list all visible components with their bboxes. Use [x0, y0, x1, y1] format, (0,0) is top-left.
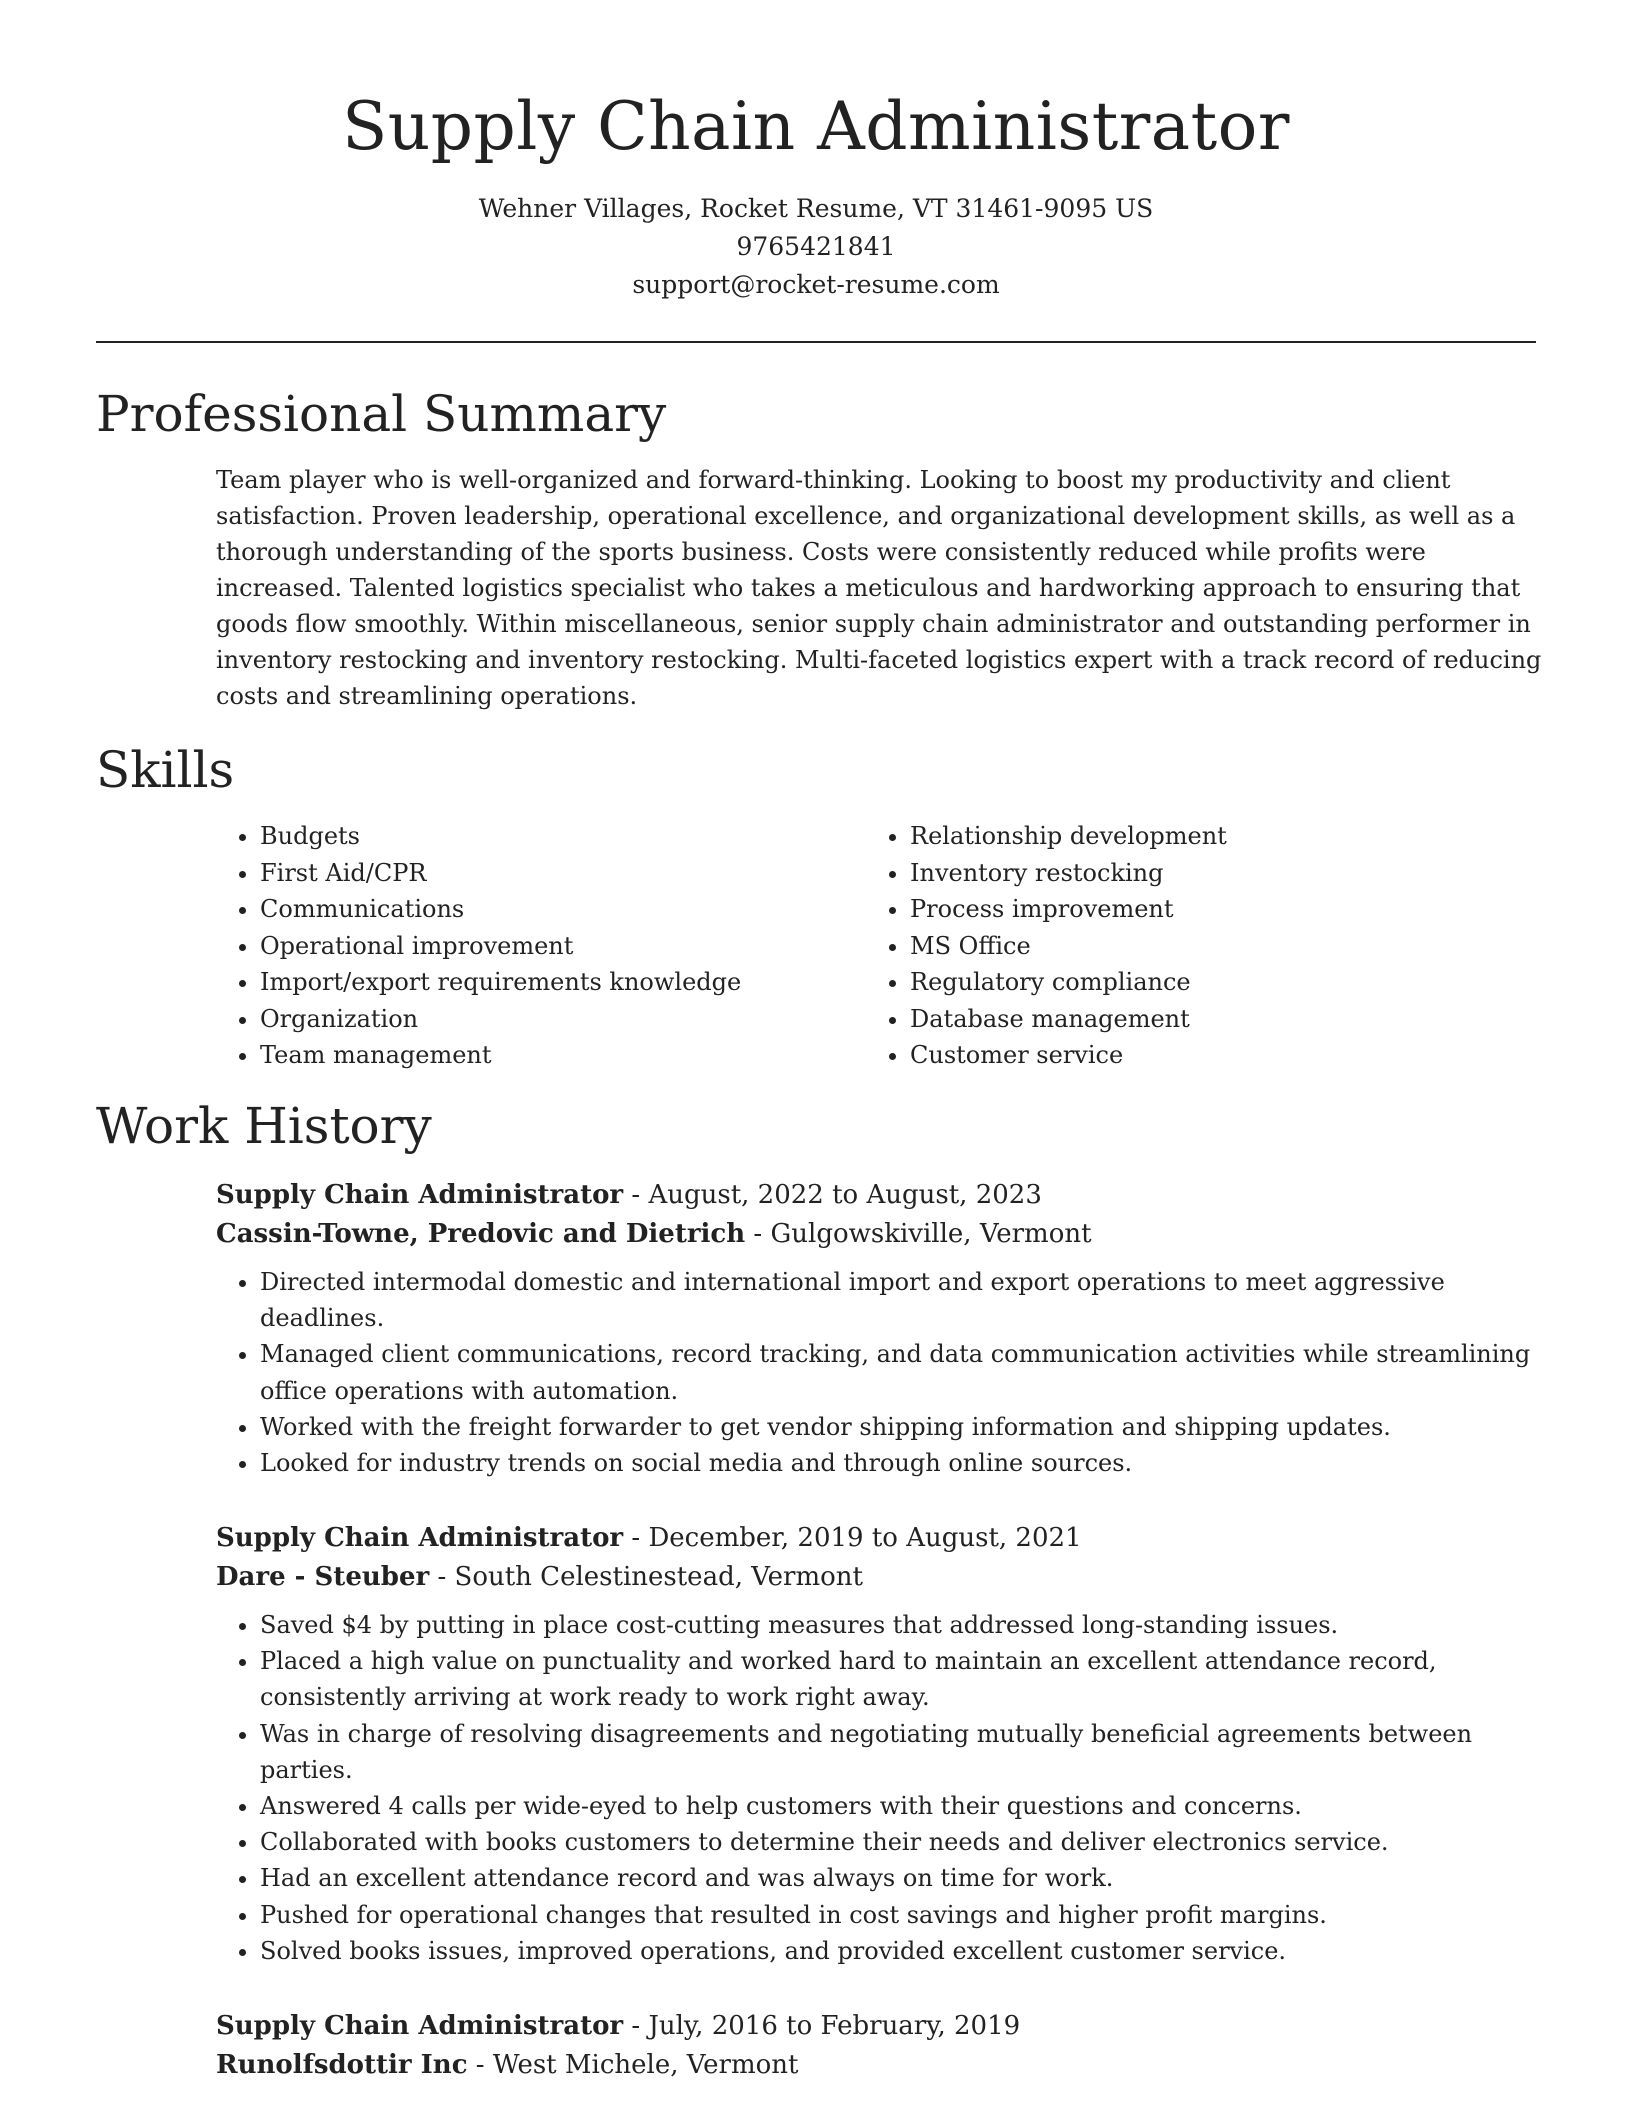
job-dates: - August, 2022 to August, 2023 [623, 1180, 1042, 1210]
job-bullet: • Answered 4 calls per wide-eyed to help customers with their questions and concerns. [260, 1788, 1536, 1824]
job-bullet: • Looked for industry trends on social media and through online sources. [260, 1445, 1536, 1481]
skill-item: • Customer service [910, 1037, 1516, 1074]
job-company: Runolfsdottir Inc [216, 2050, 468, 2080]
skill-item: • Database management [910, 1001, 1516, 1038]
job-bullets [216, 1264, 1536, 1481]
job-title-line [216, 1519, 1536, 1558]
address-text: Wehner Villages, Rocket Resume, VT 31461-9095 US [478, 194, 1154, 223]
job-bullet: • Solved books issues, improved operations, and provided excellent customer service. [260, 1933, 1536, 1969]
job-dates: - December, 2019 to August, 2021 [623, 1523, 1082, 1553]
job-company-line [216, 1558, 1536, 1597]
skills-column-left [216, 818, 866, 1074]
email-text: support@rocket-resume.com [632, 270, 1000, 299]
job-title: Supply Chain Administrator [216, 2011, 624, 2041]
skill-item: • Communications [260, 891, 866, 928]
job-location: - Gulgowskiville, Vermont [745, 1219, 1092, 1249]
candidate-name: Supply Chain Administrator [342, 88, 1290, 165]
skill-item: • Organization [260, 1001, 866, 1038]
job-bullet: • Worked with the freight forwarder to get vendor shipping information and shipping updates. [260, 1409, 1536, 1445]
skills-list [216, 818, 1536, 1074]
work-history-heading: Work History [96, 1097, 432, 1155]
phone-text: 9765421841 [736, 232, 896, 261]
header-divider [96, 341, 1536, 343]
contact-info [0, 190, 1632, 304]
skill-item: • Process improvement [910, 891, 1516, 928]
job-bullet: • Directed intermodal domestic and international import and export operations to meet aggressive deadlines. [260, 1264, 1536, 1336]
skill-item: • Inventory restocking [910, 855, 1516, 892]
skills-heading: Skills [96, 741, 235, 799]
job-bullet: • Managed client communications, record tracking, and data communication activities while streamlining office operations with automation. [260, 1336, 1536, 1408]
skills-column-right [866, 818, 1516, 1074]
job-dates: - July, 2016 to February, 2019 [623, 2011, 1021, 2041]
job-title: Supply Chain Administrator [216, 1523, 624, 1553]
job-entry-1 [216, 1176, 1536, 1481]
job-company-line [216, 2046, 1536, 2085]
job-location: - South Celestinestead, Vermont [429, 1562, 863, 1592]
skill-item: • Relationship development [910, 818, 1516, 855]
skill-item: • Team management [260, 1037, 866, 1074]
job-title: Supply Chain Administrator [216, 1180, 624, 1210]
skill-item: • Regulatory compliance [910, 964, 1516, 1001]
job-company: Cassin-Towne, Predovic and Dietrich [216, 1219, 746, 1249]
job-entry-2 [216, 1519, 1536, 1969]
job-company: Dare - Steuber [216, 1562, 430, 1592]
skill-item: • Budgets [260, 818, 866, 855]
job-title-line [216, 1176, 1536, 1215]
skill-item: • Import/export requirements knowledge [260, 964, 866, 1001]
job-bullet: • Had an excellent attendance record and was always on time for work. [260, 1860, 1536, 1896]
job-company-line [216, 1215, 1536, 1254]
skill-item: • First Aid/CPR [260, 855, 866, 892]
summary-text: Team player who is well-organized and forward-thinking. Looking to boost my productivity and client satisfaction. Proven leadership, operational excellence, and organizational development skills, as well as a thorough understanding of the sports business. Costs were consistently reduced while profits were increased. Talented logistics specialist who takes a meticulous and hardworking approach to ensuring that goods flow smoothly. Within miscellaneous, senior supply chain administrator and outstanding performer in inventory restocking and inventory restocking. Multi-faceted logistics expert with a track record of reducing costs and streamlining operations. [216, 466, 1542, 710]
job-bullet: • Collaborated with books customers to determine their needs and deliver electronics service. [260, 1824, 1536, 1860]
summary-heading: Professional Summary [96, 385, 667, 443]
job-title-line [216, 2007, 1536, 2046]
job-bullet: • Placed a high value on punctuality and worked hard to maintain an excellent attendance record, consistently arriving at work ready to work right away. [260, 1643, 1536, 1715]
job-entry-3 [216, 2007, 1536, 2085]
skill-item: • MS Office [910, 928, 1516, 965]
skill-item: • Operational improvement [260, 928, 866, 965]
job-location: - West Michele, Vermont [467, 2050, 799, 2080]
job-bullet: • Was in charge of resolving disagreements and negotiating mutually beneficial agreements between parties. [260, 1716, 1536, 1788]
job-bullet: • Pushed for operational changes that resulted in cost savings and higher profit margins. [260, 1897, 1536, 1933]
resume-header [0, 0, 1632, 304]
job-bullets [216, 1607, 1536, 1969]
job-bullet: • Saved $4 by putting in place cost-cutting measures that addressed long-standing issues. [260, 1607, 1536, 1643]
